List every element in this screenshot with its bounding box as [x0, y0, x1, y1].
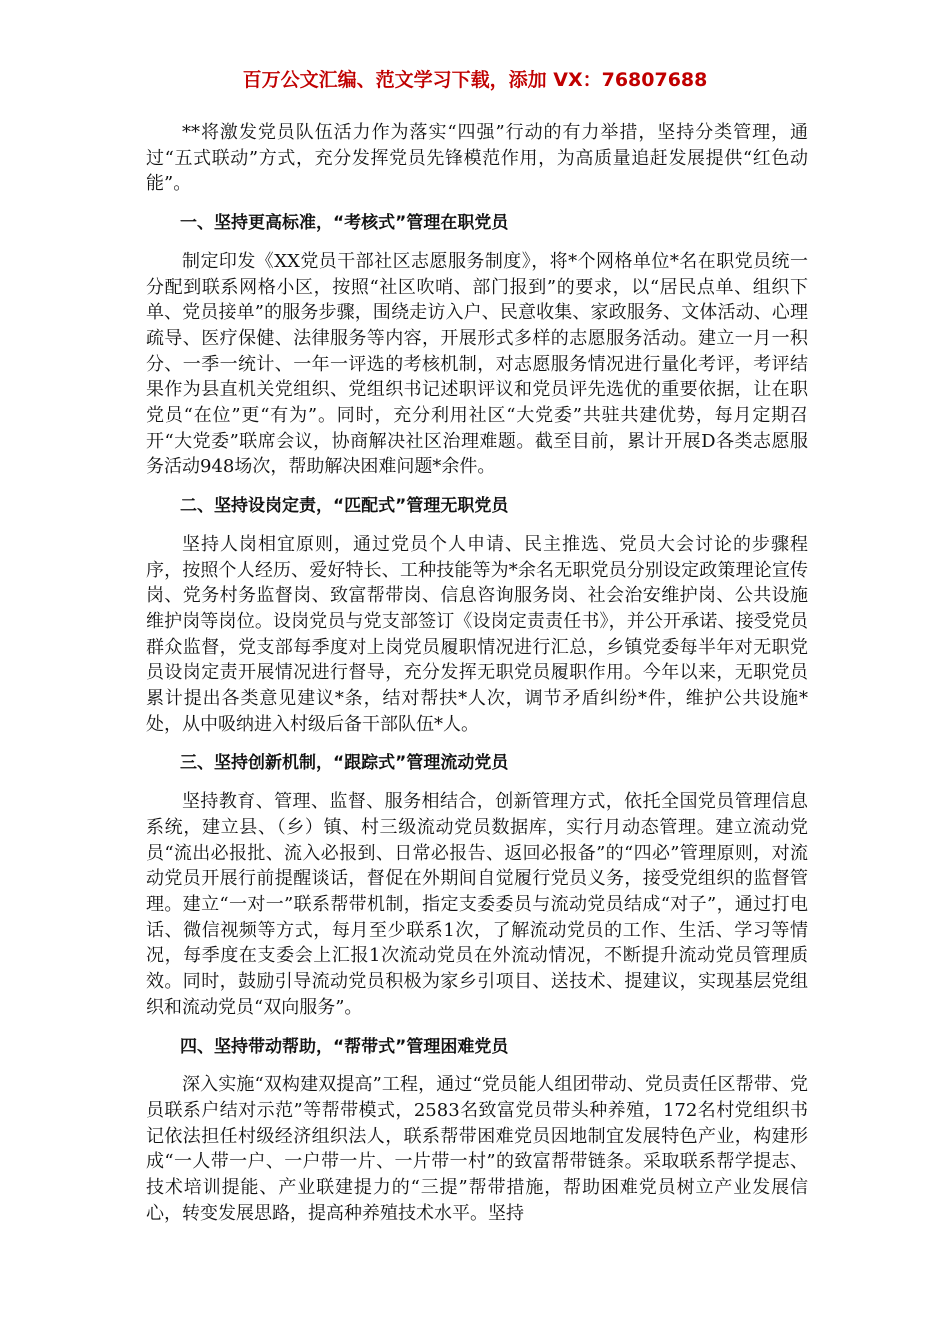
watermark-header: 百万公文汇编、范文学习下载，添加 VX：76807688 [242, 69, 708, 91]
section-1-body: 制定印发《XX党员干部社区志愿服务制度》，将*个网格单位*名在职党员统一分配到联系网格小区，按照“社区吹哨、部门报到”的要求，以“居民点单、组织下单、党员接单”的服务步骤，围绕走访入户、民意收集、家政服务、文体活动、心理疏导、医疗保健、法律服务等内容，开展形式多样的志愿服务活动。建立一月一积分、一季一统计、一年一评选的考核机制，对志愿服务情况进行量化考评，考评结果作为县直机关党组织、党组织书记述职评议和党员评先选优的重要依据，让在职党员“在位”更“有为”。同时，充分利用社区“大党委”共驻共建优势，每月定期召开“大党委”联席会议，协商解决社区治理难题。截至目前，累计开展D各类志愿服务活动948场次，帮助解决困难问题*余件。 [146, 250, 808, 478]
document-body [146, 120, 808, 1226]
section-4-heading: 四、坚持带动帮助，“帮带式”管理困难党员 [180, 1036, 509, 1057]
section-2-body: 坚持人岗相宜原则，通过党员个人申请、民主推选、党员大会讨论的步骤程序，按照个人经历、爱好特长、工种技能等为*余名无职党员分别设定政策理论宣传岗、党务村务监督岗、致富帮带岗、信息咨询服务岗、社会治安维护岗、公共设施维护岗等岗位。设岗党员与党支部签订《设岗定责责任书》，并公开承诺、接受党员群众监督，党支部每季度对上岗党员履职情况进行汇总，乡镇党委每半年对无职党员设岗定责开展情况进行督导，充分发挥无职党员履职作用。今年以来，无职党员累计提出各类意见建议*条，结对帮扶*人次，调节矛盾纠纷*件，维护公共设施*处，从中吸纳进入村级后备干部队伍*人。 [146, 533, 808, 735]
section-2-heading: 二、坚持设岗定责，“匹配式”管理无职党员 [180, 496, 509, 517]
section-4-body: 深入实施“双构建双提高”工程，通过“党员能人组团带动、党员责任区帮带、党员联系户结对示范”等帮带模式，2583名致富党员带头种养殖，172名村党组织书记依法担任村级经济组织法人，联系帮带困难党员因地制宜发展特色产业，构建形成“一人带一户、一户带一片、一片带一村”的致富帮带链条。采取联系帮学提志、技术培训提能、产业联建提力的“三提”帮带措施，帮助困难党员树立产业发展信心，转变发展思路，提高种养殖技术水平。坚持 [146, 1074, 808, 1224]
section-3-heading: 三、坚持创新机制，“跟踪式”管理流动党员 [180, 753, 509, 774]
section-3-body: 坚持教育、管理、监督、服务相结合，创新管理方式，依托全国党员管理信息系统，建立县、（乡）镇、村三级流动党员数据库，实行月动态管理。建立流动党员“流出必报批、流入必报到、日常必报告、返回必报备”的“四必”管理原则，对流动党员开展行前提醒谈话，督促在外期间自觉履行党员义务，接受党组织的监督管理。建立“一对一”联系帮带机制，指定支委委员与流动党员结成“对子”，通过打电话、微信视频等方式，每月至少联系1次，了解流动党员的工作、生活、学习等情况，每季度在支委会上汇报1次流动党员在外流动情况，不断提升流动党员管理质效。同时，鼓励引导流动党员积极为家乡引项目、送技术、提建议，实现基层党组织和流动党员“双向服务”。 [146, 791, 808, 1018]
section-1-heading: 一、坚持更高标准，“考核式”管理在职党员 [180, 213, 509, 234]
intro-paragraph: **将激发党员队伍活力作为落实“四强”行动的有力举措，坚持分类管理，通过“五式联动”方式，充分发挥党员先锋模范作用，为高质量追赶发展提供“红色动能”。 [146, 122, 808, 195]
